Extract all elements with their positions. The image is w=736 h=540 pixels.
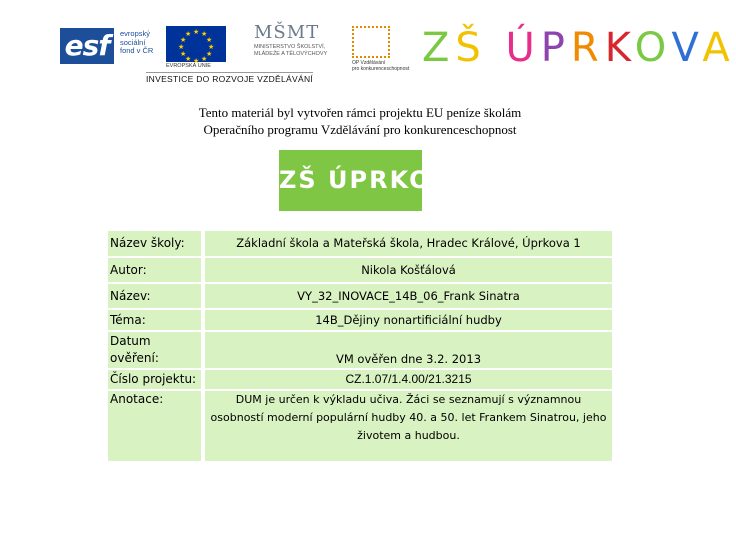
- row-label: Téma:: [108, 310, 201, 330]
- row-value: Základní škola a Mateřská škola, Hradec Králové, Úprkova 1: [205, 231, 612, 256]
- intro-line-1: Tento materiál byl vytvořen rámci projektu EU peníze školám: [198, 105, 522, 120]
- row-label: Autor:: [108, 258, 201, 282]
- school-logo-letter: Ú: [505, 25, 541, 71]
- row-label: Datum ověření:: [108, 332, 201, 368]
- school-logo-box: [279, 150, 471, 211]
- row-value: VY_32_INOVACE_14B_06_Frank Sinatra: [205, 284, 612, 308]
- row-label: Anotace:: [108, 391, 201, 461]
- table-row: [108, 284, 612, 308]
- info-table: [108, 231, 612, 461]
- table-row: [108, 258, 612, 282]
- row-label: Název školy:: [108, 231, 201, 256]
- op-logo: [352, 26, 422, 70]
- op-text: [352, 60, 422, 72]
- esf-text-line: sociální: [120, 37, 146, 47]
- school-logo: [422, 26, 736, 70]
- eu-logo: [166, 26, 228, 70]
- table-row: [108, 332, 612, 368]
- school-logo-space: [487, 25, 506, 71]
- table-row: [108, 370, 612, 389]
- msmt-logo: [254, 22, 336, 72]
- school-logo-letter: A: [702, 25, 736, 71]
- school-logo-letter: K: [604, 25, 635, 71]
- row-value: VM ověřen dne 3.2. 2013: [205, 332, 612, 368]
- intro-text: [0, 104, 720, 138]
- school-logo-letter: P: [540, 25, 571, 71]
- row-label: Název:: [108, 284, 201, 308]
- eu-text: EVROPSKÁ UNIE: [166, 63, 211, 69]
- op-mark-icon: [352, 26, 390, 58]
- msmt-text-line: MLÁDEŽE A TĚLOVÝCHOVY: [254, 51, 328, 57]
- school-logo-letter: R: [570, 25, 605, 71]
- esf-text-line: fond v ČR: [120, 46, 154, 55]
- table-row: [108, 391, 612, 461]
- logo-strip: [58, 22, 736, 84]
- school-logo-letter: Z: [422, 25, 456, 71]
- row-value: Nikola Košťálová: [205, 258, 612, 282]
- school-logo-letter: O: [634, 25, 672, 71]
- eu-flag-icon: ★ ★ ★ ★ ★ ★ ★ ★ ★ ★ ★ ★: [166, 26, 226, 62]
- school-logo-letter: Š: [455, 25, 487, 71]
- intro-line-2: Operačního programu Vzdělávání pro konkurenceschopnost: [203, 122, 517, 137]
- row-value: 14B_Dějiny nonartificiální hudby: [205, 310, 612, 330]
- op-text-line: pro konkurenceschopnost: [352, 66, 410, 72]
- investice-tagline: INVESTICE DO ROZVOJE VZDĚLÁVÁNÍ: [146, 74, 314, 84]
- row-label: Číslo projektu:: [108, 370, 201, 389]
- op-text-line: OP Vzdělávání: [352, 60, 386, 66]
- esf-text-line: evropský: [120, 29, 151, 38]
- msmt-text: [254, 44, 336, 58]
- school-logo-letter: V: [671, 25, 703, 71]
- esf-mark: esf: [60, 28, 114, 64]
- esf-text: [120, 30, 153, 56]
- esf-logo: [60, 24, 160, 72]
- msmt-text-line: MINISTERSTVO ŠKOLSTVÍ,: [254, 44, 326, 50]
- table-row: [108, 231, 612, 256]
- row-value: CZ.1.07/1.4.00/21.3215: [205, 370, 612, 389]
- school-logo-box-text: ZŠ ÚPRKOVA: [279, 166, 471, 194]
- table-row: [108, 310, 612, 330]
- row-value: DUM je určen k výkladu učiva. Žáci se seznamují s významnou osobností moderní populární hudby 40. a 50. let Frankem Sinatrou, jeho životem a hudbou.: [205, 391, 612, 461]
- msmt-mark: MŠMT: [254, 22, 320, 43]
